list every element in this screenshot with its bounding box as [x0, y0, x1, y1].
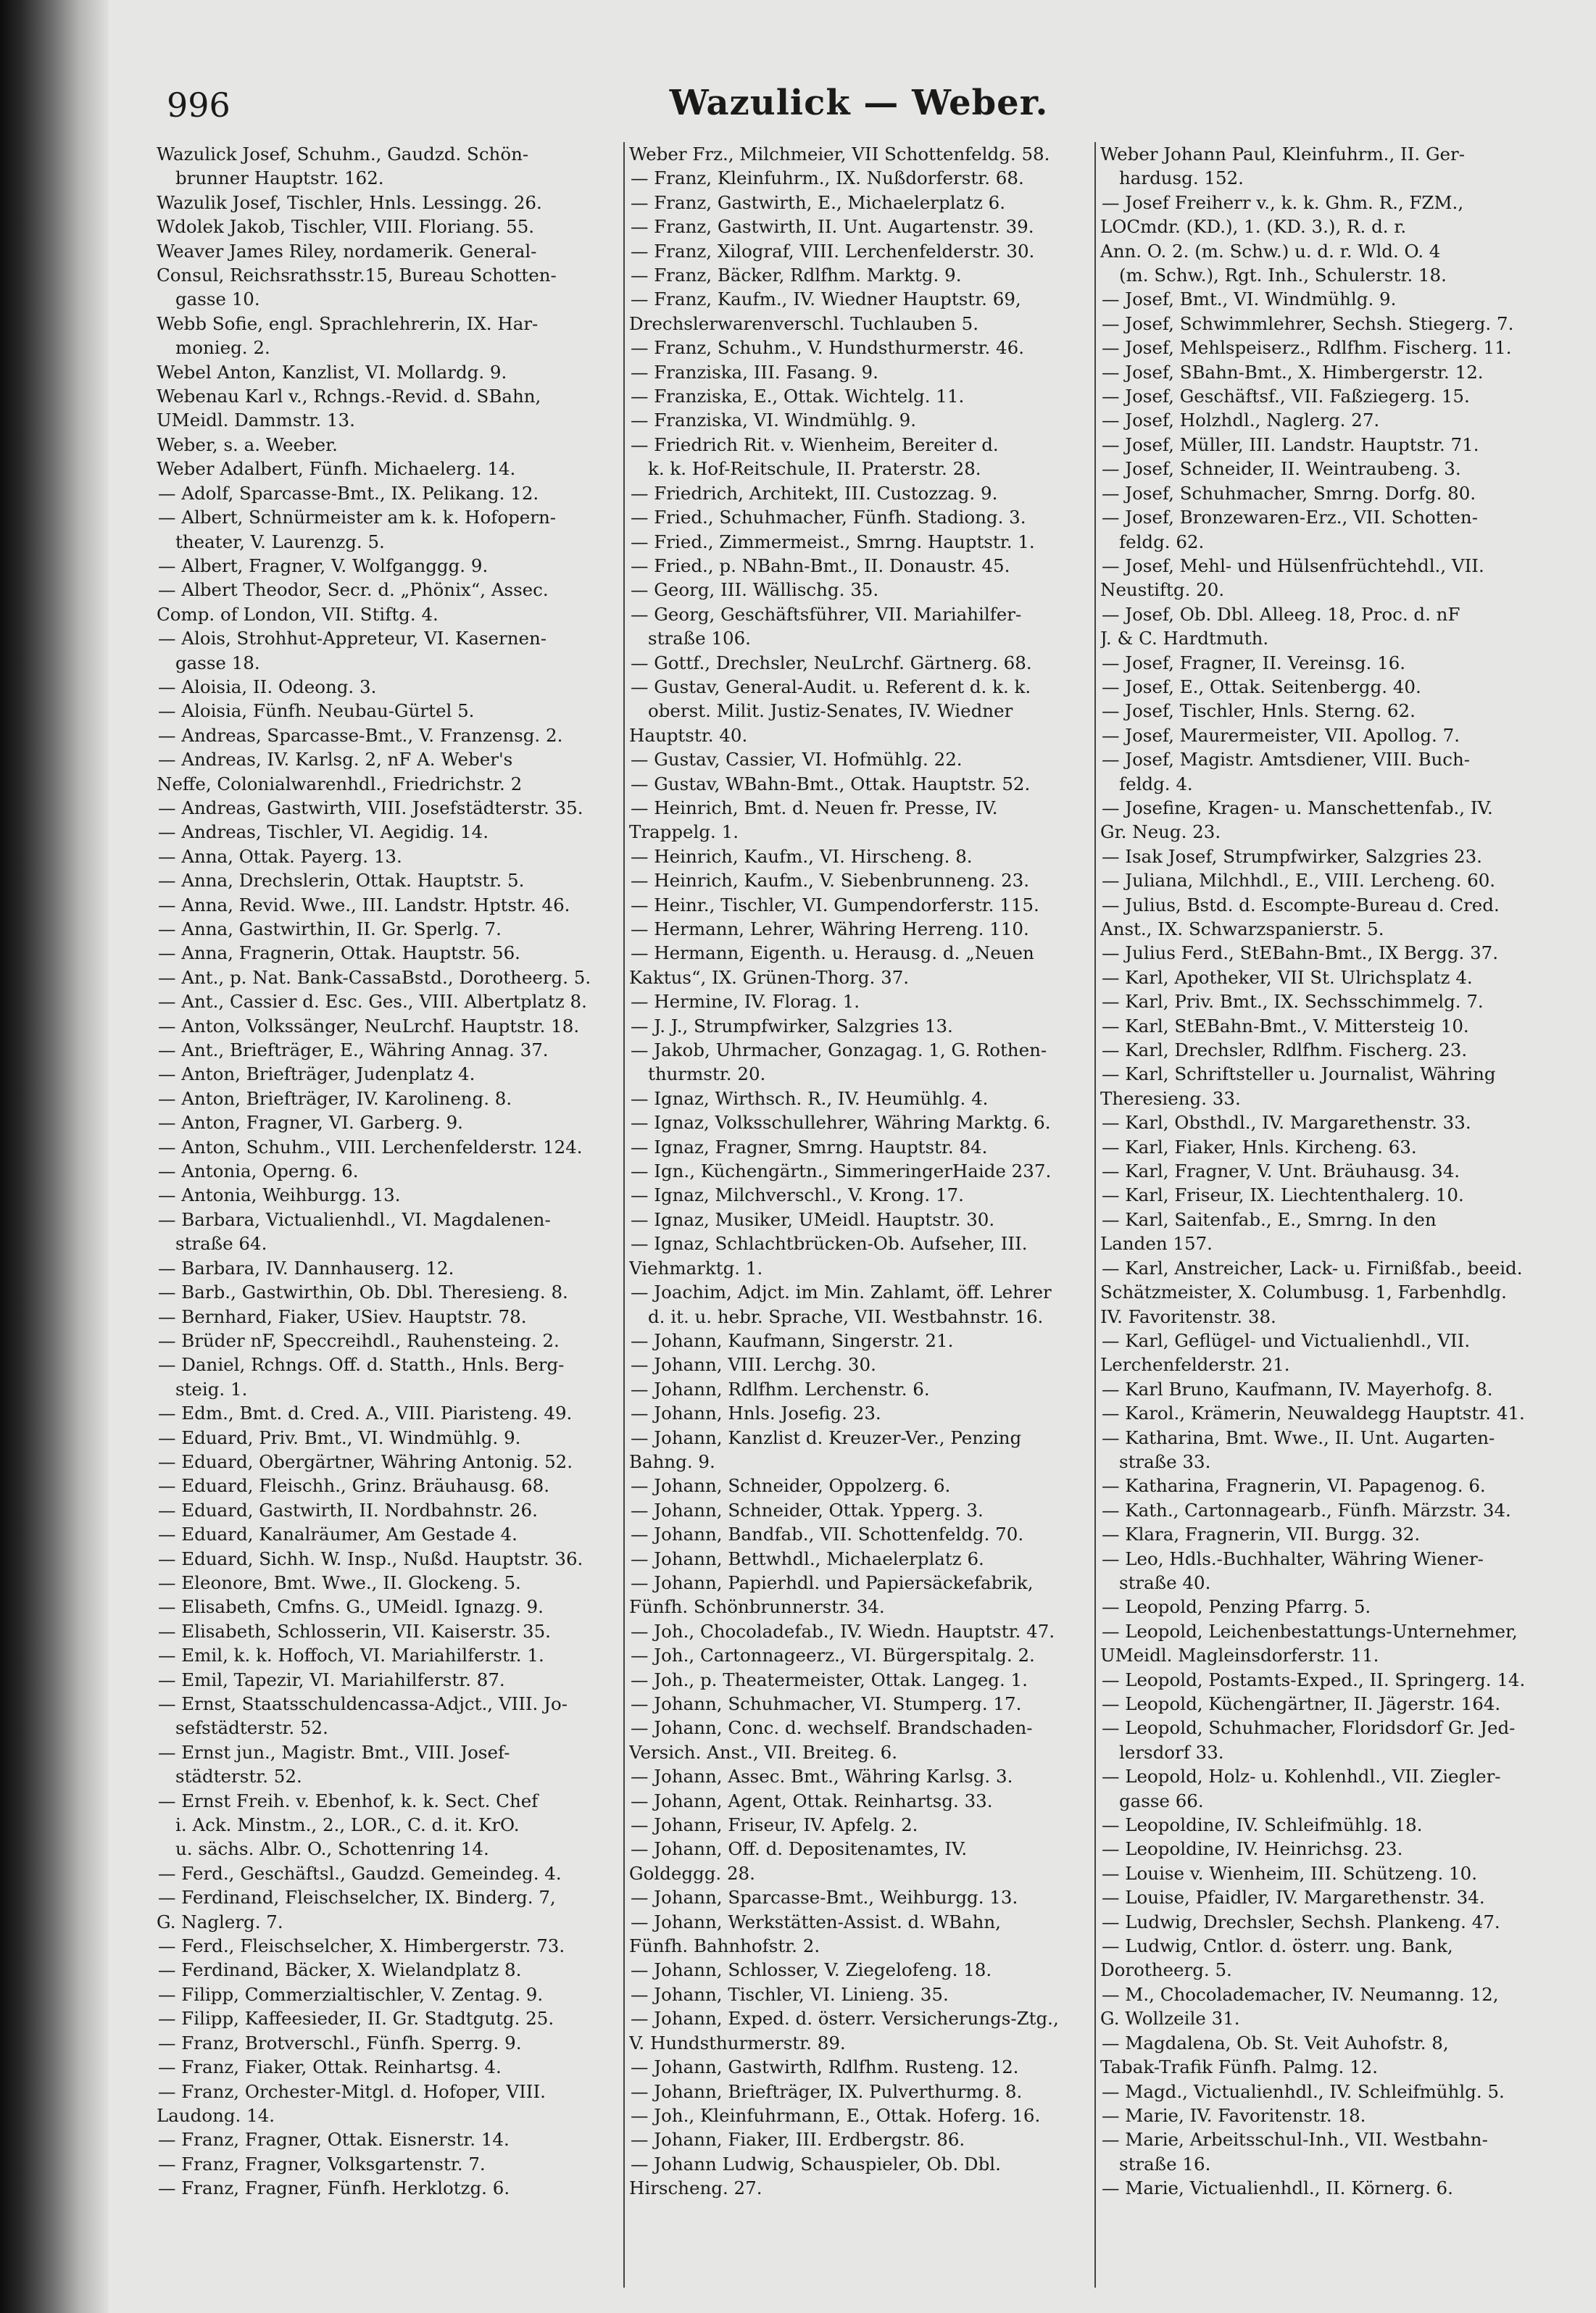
directory-line: — Alois, Strohhut-Appreteur, VI. Kasernen-: [158, 628, 547, 649]
directory-line: Weaver James Riley, nordamerik. General-: [157, 240, 537, 262]
directory-line: — Anna, Revid. Wwe., III. Landstr. Hptstr. 46.: [158, 894, 570, 915]
directory-line: — Johann, Bandfab., VII. Schottenfeldg. 70.: [631, 1524, 1024, 1545]
directory-line: — Franz, Gastwirth, II. Unt. Augartenstr. 39.: [631, 216, 1034, 238]
directory-line: — Karl, Drechsler, Rdlfhm. Fischerg. 23.: [1102, 1039, 1468, 1061]
directory-line: sefstädterstr. 52.: [175, 1717, 328, 1739]
directory-line: — Hermann, Lehrer, Währing Herreng. 110.: [631, 918, 1029, 939]
directory-line: — Elisabeth, Cmfns. G., UMeidl. Ignazg. 9.: [158, 1596, 544, 1618]
directory-line: monieg. 2.: [175, 337, 270, 359]
directory-page: [152, 72, 1566, 2291]
directory-line: — Eduard, Fleischh., Grinz. Bräuhausg. 68.: [158, 1475, 550, 1497]
directory-line: Schätzmeister, X. Columbusg. 1, Farbenhdlg.: [1100, 1282, 1507, 1303]
page-header: [152, 72, 1566, 138]
directory-line: straße 40.: [1119, 1571, 1211, 1593]
directory-line: — Aloisia, Fünfh. Neubau-Gürtel 5.: [158, 700, 475, 722]
directory-line: — Leopold, Küchengärtner, II. Jägerstr. 164.: [1102, 1693, 1501, 1714]
directory-line: städterstr. 52.: [175, 1766, 302, 1787]
directory-line: — Emil, Tapezir, VI. Mariahilferstr. 87.: [158, 1669, 505, 1690]
directory-line: IV. Favoritenstr. 38.: [1100, 1305, 1276, 1327]
directory-line: — Ant., Cassier d. Esc. Ges., VIII. Albertplatz 8.: [158, 991, 587, 1013]
column-left: [152, 142, 623, 2288]
directory-line: Hirscheng. 27.: [629, 2177, 762, 2199]
directory-line: — Franz, Orchester-Mitgl. d. Hofoper, VIII.: [158, 2080, 546, 2102]
directory-line: — Isak Josef, Strumpfwirker, Salzgries 23.: [1102, 845, 1482, 867]
directory-line: — Leo, Hdls.-Buchhalter, Währing Wiener-: [1102, 1548, 1484, 1569]
directory-line: Laudong. 14.: [157, 2104, 275, 2126]
directory-line: Bahng. 9.: [629, 1450, 715, 1472]
directory-line: Neffe, Colonialwarenhdl., Friedrichstr. 2: [157, 773, 523, 794]
directory-line: — Johann, Agent, Ottak. Reinhartsg. 33.: [631, 1790, 993, 1811]
directory-line: — Ignaz, Schlachtbrücken-Ob. Aufseher, III.: [631, 1233, 1028, 1255]
directory-line: LOCmdr. (KD.), 1. (KD. 3.), R. d. r.: [1100, 216, 1407, 238]
directory-line: — Franziska, III. Fasang. 9.: [631, 361, 878, 383]
directory-line: — Johann, Papierhdl. und Papiersäckefabrik,: [631, 1571, 1034, 1593]
directory-line: — Barbara, Victualienhdl., VI. Magdalenen-: [158, 1208, 551, 1230]
directory-line: — Josef, Schneider, II. Weintraubeng. 3.: [1102, 458, 1461, 480]
directory-line: Webel Anton, Kanzlist, VI. Mollardg. 9.: [157, 361, 507, 383]
directory-line: — Gustav, Cassier, VI. Hofmühlg. 22.: [631, 749, 963, 771]
directory-line: — Karl, Anstreicher, Lack- u. Firnißfab., beeid.: [1102, 1257, 1523, 1279]
directory-line: — Daniel, Rchngs. Off. d. Statth., Hnls. Berg-: [158, 1354, 565, 1376]
directory-line: theater, V. Laurenzg. 5.: [175, 531, 385, 552]
directory-line: — Leopold, Schuhmacher, Floridsdorf Gr. Jed-: [1102, 1717, 1516, 1739]
directory-line: (m. Schw.), Rgt. Inh., Schulerstr. 18.: [1119, 265, 1447, 286]
directory-line: — Juliana, Milchhdl., E., VIII. Lercheng. 60.: [1102, 870, 1496, 892]
directory-line: u. sächs. Albr. O., Schottenring 14.: [175, 1838, 489, 1860]
directory-line: Wazulick Josef, Schuhm., Gaudzd. Schön-: [157, 144, 529, 165]
directory-line: — Katharina, Bmt. Wwe., II. Unt. Augarten-: [1102, 1427, 1495, 1448]
directory-line: — Josef, Schuhmacher, Smrng. Dorfg. 80.: [1102, 482, 1476, 504]
directory-line: Viehmarktg. 1.: [629, 1257, 763, 1279]
directory-line: — Andreas, Sparcasse-Bmt., V. Franzensg. 2.: [158, 724, 563, 746]
directory-line: — Johann, Kanzlist d. Kreuzer-Ver., Penzing: [631, 1427, 1022, 1448]
directory-line: — Karl, Schriftsteller u. Journalist, Währing: [1102, 1063, 1496, 1085]
directory-line: — Karl, Apotheker, VII St. Ulrichsplatz 4.: [1102, 966, 1473, 988]
directory-line: — Leopoldine, IV. Schleifmühlg. 18.: [1102, 1814, 1423, 1836]
directory-line: — Gottf., Drechsler, NeuLrchf. Gärtnerg. 68.: [631, 652, 1032, 673]
directory-line: — Gustav, General-Audit. u. Referent d. k. k.: [631, 676, 1031, 697]
directory-line: Landen 157.: [1100, 1233, 1213, 1255]
directory-line: — Louise v. Wienheim, III. Schützeng. 10.: [1102, 1862, 1478, 1884]
directory-line: — Anton, Briefträger, IV. Karolineng. 8.: [158, 1087, 512, 1109]
directory-line: — Leopold, Penzing Pfarrg. 5.: [1102, 1596, 1371, 1618]
directory-line: — Emil, k. k. Hoffoch, VI. Mariahilferstr. 1.: [158, 1645, 544, 1666]
directory-line: — Georg, Geschäftsführer, VII. Mariahilfer-: [631, 603, 1022, 625]
directory-line: — Ernst, Staatsschuldencassa-Adjct., VIII. Jo-: [158, 1693, 568, 1714]
directory-line: — Anna, Drechslerin, Ottak. Hauptstr. 5.: [158, 870, 525, 892]
directory-line: — Johann, Tischler, VI. Linieng. 35.: [631, 1983, 949, 2005]
directory-line: Gr. Neug. 23.: [1100, 821, 1221, 843]
directory-line: — Filipp, Kaffeesieder, II. Gr. Stadtgutg. 25.: [158, 2008, 554, 2030]
directory-line: — Karl, Friseur, IX. Liechtenthalerg. 10.: [1102, 1184, 1464, 1206]
directory-line: oberst. Milit. Justiz-Senates, IV. Wiedner: [648, 700, 1013, 722]
directory-line: gasse 10.: [175, 288, 260, 310]
directory-line: UMeidl. Dammstr. 13.: [157, 410, 355, 431]
directory-line: — Antonia, Weihburgg. 13.: [158, 1184, 401, 1206]
directory-line: — Josef, Fragner, II. Vereinsg. 16.: [1102, 652, 1406, 673]
directory-line: straße 16.: [1119, 2153, 1211, 2175]
directory-line: — Johann, Fiaker, III. Erdbergstr. 86.: [631, 2129, 965, 2151]
directory-line: — Andreas, IV. Karlsg. 2, nF A. Weber's: [158, 749, 513, 771]
directory-line: — Leopold, Postamts-Exped., II. Springerg. 14.: [1102, 1669, 1526, 1690]
directory-line: — Anton, Briefträger, Judenplatz 4.: [158, 1063, 475, 1085]
directory-line: — Andreas, Tischler, VI. Aegidig. 14.: [158, 821, 489, 843]
directory-line: — Karl, Obsthdl., IV. Margarethenstr. 33.: [1102, 1112, 1471, 1134]
directory-line: — Josef, Müller, III. Landstr. Hauptstr. 71.: [1102, 433, 1479, 455]
directory-line: — Karl, Fragner, V. Unt. Bräuhausg. 34.: [1102, 1160, 1460, 1182]
directory-line: straße 64.: [175, 1233, 267, 1255]
directory-line: — Franz, Brotverschl., Fünfh. Sperrg. 9.: [158, 2032, 522, 2054]
directory-line: — Julius Ferd., StEBahn-Bmt., IX Bergg. 37.: [1102, 942, 1499, 964]
directory-line: — Karl, Fiaker, Hnls. Kircheng. 63.: [1102, 1136, 1417, 1158]
directory-line: — Franz, Fragner, Ottak. Eisnerstr. 14.: [158, 2129, 510, 2151]
directory-line: Lerchenfelderstr. 21.: [1100, 1354, 1290, 1376]
directory-line: Webenau Karl v., Rchngs.-Revid. d. SBahn,: [157, 386, 541, 407]
directory-line: — Friedrich, Architekt, III. Custozzag. 9.: [631, 482, 998, 504]
directory-line: — Eleonore, Bmt. Wwe., II. Glockeng. 5.: [158, 1571, 521, 1593]
directory-line: gasse 18.: [175, 652, 260, 673]
directory-line: — Fried., Schuhmacher, Fünfh. Stadiong. 3.: [631, 507, 1026, 528]
directory-line: — Ernst jun., Magistr. Bmt., VIII. Josef-: [158, 1741, 510, 1763]
directory-line: — Klara, Fragnerin, VII. Burgg. 32.: [1102, 1524, 1421, 1545]
directory-line: Kaktus“, IX. Grünen-Thorg. 37.: [629, 966, 910, 988]
directory-line: gasse 66.: [1119, 1790, 1204, 1811]
directory-line: — Albert, Schnürmeister am k. k. Hofopern-: [158, 507, 557, 528]
directory-line: — Ignaz, Wirthsch. R., IV. Heumühlg. 4.: [631, 1087, 989, 1109]
directory-line: — Johann, VIII. Lerchg. 30.: [631, 1354, 876, 1376]
directory-line: k. k. Hof-Reitschule, II. Praterstr. 28.: [648, 458, 981, 480]
directory-line: — Leopold, Holz- u. Kohlenhdl., VII. Ziegler-: [1102, 1766, 1501, 1787]
directory-line: — Fried., Zimmermeist., Smrng. Hauptstr. 1.: [631, 531, 1035, 552]
columns: [152, 142, 1566, 2288]
directory-line: — Marie, IV. Favoritenstr. 18.: [1102, 2104, 1366, 2126]
directory-line: — Josef, Bronzewaren-Erz., VII. Schotten-: [1102, 507, 1478, 528]
directory-line: — Anton, Schuhm., VIII. Lerchenfelderstr. 124.: [158, 1136, 583, 1158]
directory-line: — Josef, Bmt., VI. Windmühlg. 9.: [1102, 288, 1397, 310]
directory-line: — Albert, Fragner, V. Wolfganggg. 9.: [158, 555, 489, 576]
directory-line: — Johann, Schuhmacher, VI. Stumperg. 17.: [631, 1693, 1022, 1714]
directory-line: Theresieng. 33.: [1100, 1087, 1241, 1109]
directory-line: — Joh., p. Theatermeister, Ottak. Langeg. 1.: [631, 1669, 1028, 1690]
directory-line: — Johann, Schlosser, V. Ziegelofeng. 18.: [631, 1959, 992, 1981]
directory-line: feldg. 62.: [1119, 531, 1205, 552]
directory-line: — Ferd., Geschäftsl., Gaudzd. Gemeindeg. 4.: [158, 1862, 562, 1884]
directory-line: — Karl Bruno, Kaufmann, IV. Mayerhofg. 8.: [1102, 1378, 1493, 1400]
directory-line: — Johann, Gastwirth, Rdlfhm. Rusteng. 12.: [631, 2056, 1019, 2078]
directory-line: — Josef, Ob. Dbl. Alleeg. 18, Proc. d. nF: [1102, 603, 1460, 625]
directory-line: — Marie, Victualienhdl., II. Körnerg. 6.: [1102, 2177, 1453, 2199]
directory-line: — Josef, Tischler, Hnls. Sterng. 62.: [1102, 700, 1416, 722]
directory-line: — Bernhard, Fiaker, USiev. Hauptstr. 78.: [158, 1305, 527, 1327]
directory-line: — Joh., Cartonnageerz., VI. Bürgerspitalg. 2.: [631, 1645, 1035, 1666]
directory-line: — Josef, Schwimmlehrer, Sechsh. Stiegerg. 7.: [1102, 312, 1514, 334]
directory-line: — Ignaz, Milchverschl., V. Krong. 17.: [631, 1184, 964, 1206]
directory-line: — Josef Freiherr v., k. k. Ghm. R., FZM.,: [1102, 191, 1464, 213]
directory-line: — J. J., Strumpfwirker, Salzgries 13.: [631, 1015, 953, 1037]
directory-line: — Johann, Rdlfhm. Lerchenstr. 6.: [631, 1378, 930, 1400]
directory-line: — Franziska, E., Ottak. Wichtelg. 11.: [631, 386, 965, 407]
directory-line: — Aloisia, II. Odeong. 3.: [158, 676, 377, 697]
directory-line: — Antonia, Operng. 6.: [158, 1160, 359, 1182]
directory-line: — Johann, Briefträger, IX. Pulverthurmg. 8.: [631, 2080, 1023, 2102]
directory-line: — Fried., p. NBahn-Bmt., II. Donaustr. 45.: [631, 555, 1010, 576]
directory-line: — Eduard, Obergärtner, Währing Antonig. 52.: [158, 1450, 573, 1472]
directory-line: — Johann, Friseur, IV. Apfelg. 2.: [631, 1814, 918, 1836]
directory-line: — Josef, Mehl- und Hülsenfrüchtehdl., VII.: [1102, 555, 1484, 576]
directory-line: — Heinrich, Kaufm., VI. Hirscheng. 8.: [631, 845, 973, 867]
directory-line: — Albert Theodor, Secr. d. „Phönix“, Assec.: [158, 579, 549, 601]
directory-line: — Ignaz, Fragner, Smrng. Hauptstr. 84.: [631, 1136, 988, 1158]
directory-line: — Josef, SBahn-Bmt., X. Himbergerstr. 12.: [1102, 361, 1484, 383]
directory-line: lersdorf 33.: [1119, 1741, 1224, 1763]
directory-line: — Filipp, Commerzialtischler, V. Zentag. 9.: [158, 1983, 544, 2005]
directory-line: — Johann, Assec. Bmt., Währing Karlsg. 3.: [631, 1766, 1013, 1787]
directory-line: Weber Adalbert, Fünfh. Michaelerg. 14.: [157, 458, 516, 480]
directory-line: — Johann, Werkstätten-Assist. d. WBahn,: [631, 1911, 1001, 1932]
directory-line: — Magdalena, Ob. St. Veit Auhofstr. 8,: [1102, 2032, 1449, 2054]
directory-line: — Elisabeth, Schlosserin, VII. Kaiserstr. 35.: [158, 1620, 551, 1642]
directory-line: — Jakob, Uhrmacher, Gonzagag. 1, G. Rothen-: [631, 1039, 1047, 1061]
directory-line: — Josef, Magistr. Amtsdiener, VIII. Buch-: [1102, 749, 1471, 771]
directory-line: — Anna, Gastwirthin, II. Gr. Sperlg. 7.: [158, 918, 502, 939]
directory-line: — Johann, Conc. d. wechself. Brandschaden-: [631, 1717, 1033, 1739]
directory-line: — Barb., Gastwirthin, Ob. Dbl. Theresieng. 8.: [158, 1282, 568, 1303]
directory-line: — Franz, Bäcker, Rdlfhm. Marktg. 9.: [631, 265, 962, 286]
directory-line: — Johann, Hnls. Josefig. 23.: [631, 1403, 881, 1424]
directory-line: — Eduard, Priv. Bmt., VI. Windmühlg. 9.: [158, 1427, 521, 1448]
directory-line: UMeidl. Magleinsdorferstr. 11.: [1100, 1645, 1379, 1666]
directory-line: Fünfh. Bahnhofstr. 2.: [629, 1935, 820, 1957]
directory-line: — Josef, Holzhdl., Naglerg. 27.: [1102, 410, 1380, 431]
directory-line: — Franz, Xilograf, VIII. Lerchenfelderstr. 30.: [631, 240, 1035, 262]
directory-line: — Leopoldine, IV. Heinrichsg. 23.: [1102, 1838, 1403, 1860]
directory-line: — Gustav, WBahn-Bmt., Ottak. Hauptstr. 52.: [631, 773, 1031, 794]
directory-line: d. it. u. hebr. Sprache, VII. Westbahnstr. 16.: [648, 1305, 1044, 1327]
directory-line: Dorotheerg. 5.: [1100, 1959, 1232, 1981]
directory-line: Versich. Anst., VII. Breiteg. 6.: [629, 1741, 898, 1763]
directory-line: — Karol., Krämerin, Neuwaldegg Hauptstr. 41.: [1102, 1403, 1525, 1424]
directory-line: — Ludwig, Drechsler, Sechsh. Plankeng. 47.: [1102, 1911, 1500, 1932]
directory-line: — Eduard, Kanalräumer, Am Gestade 4.: [158, 1524, 518, 1545]
directory-line: — Josef, E., Ottak. Seitenbergg. 40.: [1102, 676, 1421, 697]
directory-line: — Ant., p. Nat. Bank-CassaBstd., Dorotheerg. 5.: [158, 966, 591, 988]
directory-line: — Heinrich, Bmt. d. Neuen fr. Presse, IV.: [631, 797, 998, 818]
directory-line: — Franz, Gastwirth, E., Michaelerplatz 6.: [631, 191, 1006, 213]
directory-line: — Johann, Schneider, Ottak. Ypperg. 3.: [631, 1499, 984, 1521]
directory-line: straße 33.: [1119, 1450, 1211, 1472]
directory-line: — Josef, Geschäftsf., VII. Faßziegerg. 15.: [1102, 386, 1470, 407]
directory-line: i. Ack. Minstm., 2., LOR., C. d. it. KrO.: [175, 1814, 520, 1836]
directory-line: Trappelg. 1.: [629, 821, 739, 843]
directory-line: Anst., IX. Schwarzspanierstr. 5.: [1100, 918, 1384, 939]
directory-line: — Franz, Fiaker, Ottak. Reinhartsg. 4.: [158, 2056, 502, 2078]
directory-line: — Kath., Cartonnagearb., Fünfh. Märzstr. 34.: [1102, 1499, 1511, 1521]
book-spine-shadow: [0, 0, 109, 2313]
page-number: 996: [167, 86, 230, 125]
directory-line: — Johann, Exped. d. österr. Versicherungs-Ztg.,: [631, 2008, 1059, 2030]
column-right: [1094, 142, 1566, 2288]
directory-line: — Franziska, VI. Windmühlg. 9.: [631, 410, 916, 431]
directory-line: — Ferd., Fleischselcher, X. Himbergerstr. 73.: [158, 1935, 565, 1957]
directory-line: — Eduard, Gastwirth, II. Nordbahnstr. 26.: [158, 1499, 538, 1521]
directory-line: steig. 1.: [175, 1378, 248, 1400]
directory-line: — Louise, Pfaidler, IV. Margarethenstr. 34.: [1102, 1887, 1485, 1909]
directory-line: Drechslerwarenverschl. Tuchlauben 5.: [629, 312, 979, 334]
running-head: Wazulick — Weber.: [669, 83, 1049, 123]
directory-line: Ann. O. 2. (m. Schw.) u. d. r. Wld. O. 4: [1100, 240, 1441, 262]
directory-line: — Ignaz, Volksschullehrer, Währing Marktg. 6.: [631, 1112, 1051, 1134]
directory-line: Goldeggg. 28.: [629, 1862, 755, 1884]
directory-line: — Adolf, Sparcasse-Bmt., IX. Pelikang. 12.: [158, 482, 539, 504]
directory-line: — Johann, Kaufmann, Singerstr. 21.: [631, 1329, 954, 1351]
directory-line: — Johann, Bettwhdl., Michaelerplatz 6.: [631, 1548, 984, 1569]
directory-line: hardusg. 152.: [1119, 167, 1244, 189]
directory-line: — Anton, Fragner, VI. Garberg. 9.: [158, 1112, 463, 1134]
directory-line: — Ign., Küchengärtn., SimmeringerHaide 237.: [631, 1160, 1052, 1182]
directory-line: — Magd., Victualienhdl., IV. Schleifmühlg. 5.: [1102, 2080, 1505, 2102]
directory-line: — Barbara, IV. Dannhauserg. 12.: [158, 1257, 454, 1279]
directory-line: Wazulik Josef, Tischler, Hnls. Lessingg. 26.: [157, 191, 542, 213]
directory-line: — Ferdinand, Fleischselcher, IX. Binderg. 7,: [158, 1887, 556, 1909]
directory-line: Weber Johann Paul, Kleinfuhrm., II. Ger-: [1100, 144, 1466, 165]
directory-line: — Franz, Fragner, Volksgartenstr. 7.: [158, 2153, 486, 2175]
directory-line: J. & C. Hardtmuth.: [1100, 628, 1269, 649]
directory-line: — Katharina, Fragnerin, VI. Papagenog. 6.: [1102, 1475, 1486, 1497]
column-middle: [623, 142, 1094, 2288]
directory-line: — Johann, Sparcasse-Bmt., Weihburgg. 13.: [631, 1887, 1018, 1909]
directory-line: — M., Chocolademacher, IV. Neumanng. 12,: [1102, 1983, 1499, 2005]
directory-line: G. Naglerg. 7.: [157, 1911, 283, 1932]
directory-line: — Johann, Schneider, Oppolzerg. 6.: [631, 1475, 951, 1497]
directory-line: Neustiftg. 20.: [1100, 579, 1225, 601]
directory-line: — Johann, Off. d. Depositenamtes, IV.: [631, 1838, 968, 1860]
directory-line: Fünfh. Schönbrunnerstr. 34.: [629, 1596, 885, 1618]
directory-line: — Julius, Bstd. d. Escompte-Bureau d. Cred.: [1102, 894, 1500, 915]
directory-line: Weber Frz., Milchmeier, VII Schottenfeldg. 58.: [629, 144, 1050, 165]
directory-line: — Anna, Fragnerin, Ottak. Hauptstr. 56.: [158, 942, 520, 964]
directory-line: — Josefine, Kragen- u. Manschettenfab., IV.: [1102, 797, 1493, 818]
directory-line: thurmstr. 20.: [648, 1063, 766, 1085]
directory-line: — Friedrich Rit. v. Wienheim, Bereiter d.: [631, 433, 999, 455]
directory-line: — Ferdinand, Bäcker, X. Wielandplatz 8.: [158, 1959, 522, 1981]
directory-line: — Johann Ludwig, Schauspieler, Ob. Dbl.: [631, 2153, 1001, 2175]
directory-line: Tabak-Trafik Fünfh. Palmg. 12.: [1100, 2056, 1379, 2078]
directory-line: — Marie, Arbeitsschul-Inh., VII. Westbahn-: [1102, 2129, 1488, 2151]
directory-line: — Karl, Geflügel- und Victualienhdl., VII.: [1102, 1329, 1471, 1351]
directory-line: — Heinr., Tischler, VI. Gumpendorferstr. 115.: [631, 894, 1039, 915]
directory-line: G. Wollzeile 31.: [1100, 2008, 1240, 2030]
directory-line: — Hermann, Eigenth. u. Herausg. d. „Neuen: [631, 942, 1034, 964]
directory-line: — Josef, Mehlspeiserz., Rdlfhm. Fischerg. 11.: [1102, 337, 1512, 359]
directory-line: — Eduard, Sichh. W. Insp., Nußd. Hauptstr. 36.: [158, 1548, 583, 1569]
directory-line: — Karl, StEBahn-Bmt., V. Mittersteig 10.: [1102, 1015, 1469, 1037]
directory-line: — Edm., Bmt. d. Cred. A., VIII. Piaristeng. 49.: [158, 1403, 573, 1424]
directory-line: — Franz, Schuhm., V. Hundsthurmerstr. 46.: [631, 337, 1025, 359]
directory-line: — Anton, Volkssänger, NeuLrchf. Hauptstr. 18.: [158, 1015, 580, 1037]
directory-line: straße 106.: [648, 628, 751, 649]
directory-line: — Karl, Saitenfab., E., Smrng. In den: [1102, 1208, 1437, 1230]
directory-line: — Hermine, IV. Florag. 1.: [631, 991, 860, 1013]
directory-line: — Joh., Chocoladefab., IV. Wiedn. Hauptstr. 47.: [631, 1620, 1055, 1642]
directory-line: — Georg, III. Wällischg. 35.: [631, 579, 879, 601]
directory-line: — Joh., Kleinfuhrmann, E., Ottak. Hoferg. 16.: [631, 2104, 1041, 2126]
directory-line: V. Hundsthurmerstr. 89.: [629, 2032, 846, 2054]
directory-line: Weber, s. a. Weeber.: [157, 433, 338, 455]
directory-line: — Ignaz, Musiker, UMeidl. Hauptstr. 30.: [631, 1208, 995, 1230]
directory-line: Consul, Reichsrathsstr.15, Bureau Schotten-: [157, 265, 557, 286]
directory-line: — Karl, Priv. Bmt., IX. Sechsschimmelg. 7.: [1102, 991, 1484, 1013]
directory-line: — Leopold, Leichenbestattungs-Unternehmer,: [1102, 1620, 1518, 1642]
directory-line: — Brüder nF, Speccreihdl., Rauhensteing. 2.: [158, 1329, 560, 1351]
directory-line: feldg. 4.: [1119, 773, 1193, 794]
directory-line: — Anna, Ottak. Payerg. 13.: [158, 845, 402, 867]
directory-line: — Josef, Maurermeister, VII. Apollog. 7.: [1102, 724, 1460, 746]
directory-line: — Ant., Briefträger, E., Währing Annag. 37.: [158, 1039, 549, 1061]
directory-line: Wdolek Jakob, Tischler, VIII. Floriang. 55.: [157, 216, 535, 238]
directory-line: — Franz, Fragner, Fünfh. Herklotzg. 6.: [158, 2177, 510, 2199]
directory-line: Webb Sofie, engl. Sprachlehrerin, IX. Har-: [157, 312, 539, 334]
directory-line: — Franz, Kleinfuhrm., IX. Nußdorferstr. 68.: [631, 167, 1024, 189]
directory-line: — Ernst Freih. v. Ebenhof, k. k. Sect. Chef: [158, 1790, 539, 1811]
directory-line: Comp. of London, VII. Stiftg. 4.: [157, 603, 439, 625]
directory-line: — Andreas, Gastwirth, VIII. Josefstädterstr. 35.: [158, 797, 583, 818]
directory-line: brunner Hauptstr. 162.: [175, 167, 384, 189]
directory-line: Hauptstr. 40.: [629, 724, 748, 746]
directory-line: — Heinrich, Kaufm., V. Siebenbrunneng. 23.: [631, 870, 1030, 892]
directory-line: — Ludwig, Cntlor. d. österr. ung. Bank,: [1102, 1935, 1453, 1957]
directory-line: — Franz, Kaufm., IV. Wiedner Hauptstr. 69,: [631, 288, 1021, 310]
directory-line: — Joachim, Adjct. im Min. Zahlamt, öff. Lehrer: [631, 1282, 1052, 1303]
